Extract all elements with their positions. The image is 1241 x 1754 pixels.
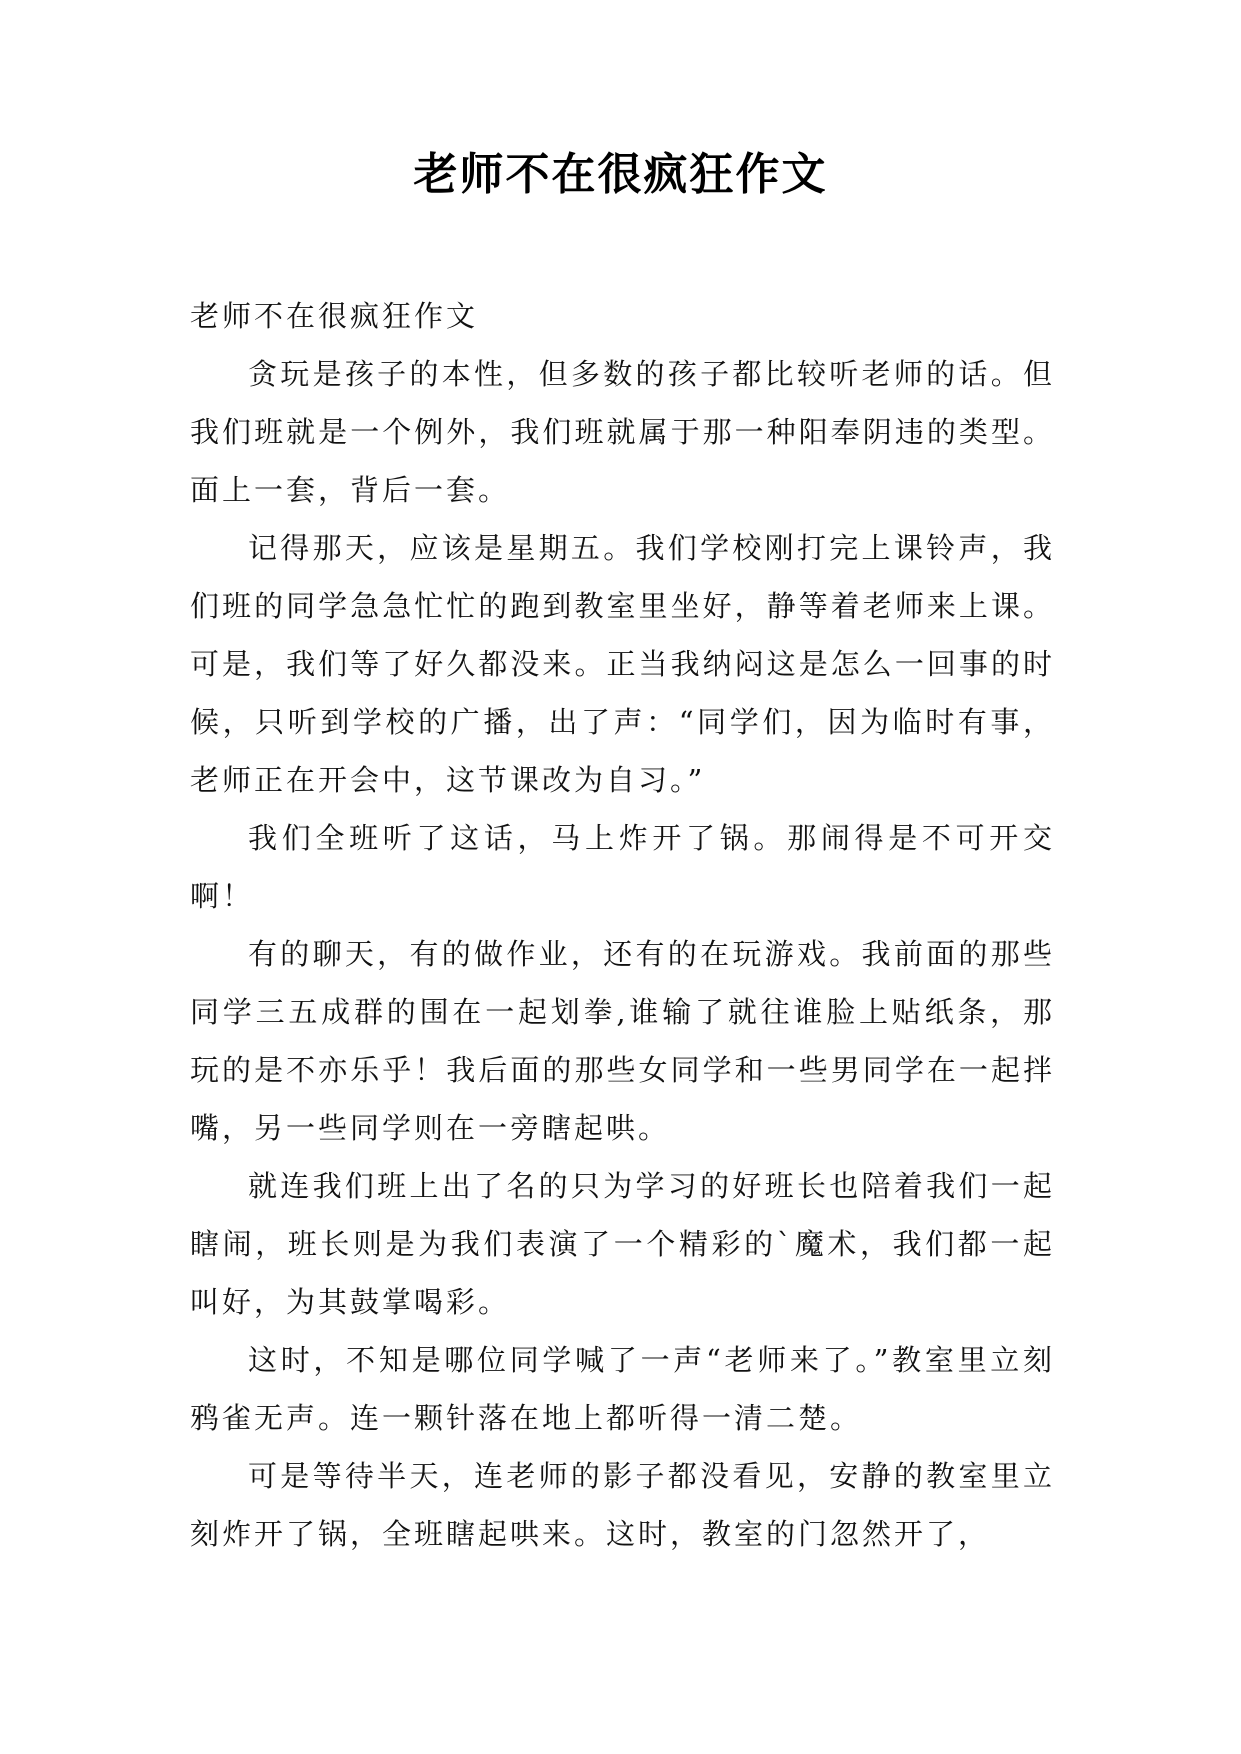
paragraph: 这时，不知是哪位同学喊了一声“老师来了。”教室里立刻鸦雀无声。连一颗针落在地上都听得一清二楚。 xyxy=(190,1343,1055,1435)
paragraph: 贪玩是孩子的本性，但多数的孩子都比较听老师的话。但我们班就是一个例外，我们班就属于那一种阳奉阴违的类型。面上一套，背后一套。 xyxy=(190,357,1055,507)
paragraph: 记得那天，应该是星期五。我们学校刚打完上课铃声，我们班的同学急急忙忙的跑到教室里坐好，静等着老师来上课。可是，我们等了好久都没来。正当我纳闷这是怎么一回事的时候，只听到学校的广播，出了声：“同学们，因为临时有事，老师正在开会中，这节课改为自习。” xyxy=(190,531,1055,797)
paragraph: 我们全班听了这话，马上炸开了锅。那闹得是不可开交啊！ xyxy=(190,821,1055,913)
document-body xyxy=(190,287,1055,1563)
paragraph: 有的聊天，有的做作业，还有的在玩游戏。我前面的那些同学三五成群的围在一起划拳,谁输了就往谁脸上贴纸条，那玩的是不亦乐乎！我后面的那些女同学和一些男同学在一起拌嘴，另一些同学则在一旁瞎起哄。 xyxy=(190,937,1055,1145)
paragraph: 可是等待半天，连老师的影子都没看见，安静的教室里立刻炸开了锅，全班瞎起哄来。这时，教室的门忽然开了， xyxy=(190,1459,1055,1551)
paragraph: 就连我们班上出了名的只为学习的好班长也陪着我们一起瞎闹，班长则是为我们表演了一个精彩的`魔术，我们都一起叫好，为其鼓掌喝彩。 xyxy=(190,1169,1055,1319)
document-title: 老师不在很疯狂作文 xyxy=(413,149,828,200)
subtitle-line: 老师不在很疯狂作文 xyxy=(190,299,479,333)
